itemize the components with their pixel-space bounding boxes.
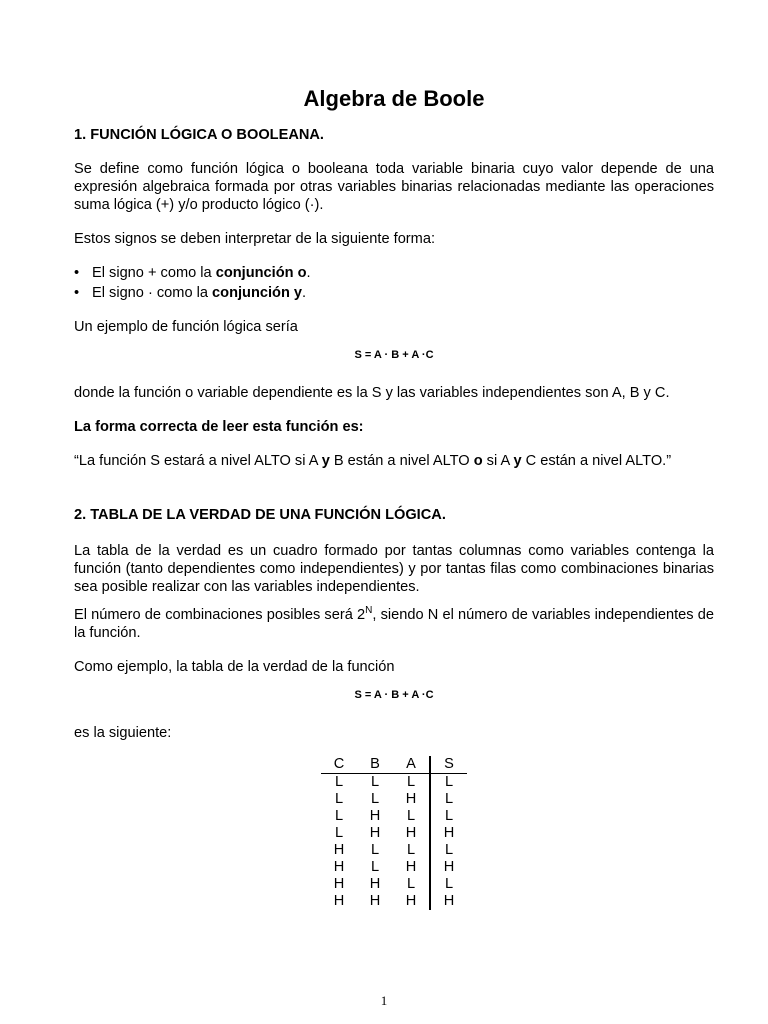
combinations-text-end: , siendo N el número de variables independientes de la función. — [74, 607, 714, 641]
combinations-text — [74, 606, 714, 642]
output-cell: H — [430, 859, 467, 876]
document-title: Algebra de Boole — [303, 86, 485, 111]
cell: L — [334, 791, 344, 807]
list-item — [74, 264, 714, 282]
dependent-variables-text: donde la función o variable dependiente es la S y las variables independientes son A, B y C. — [74, 385, 670, 401]
bullet-marker: • — [74, 265, 80, 281]
read-heading: La forma correcta de leer esta función es: — [74, 419, 364, 435]
cell: H — [369, 876, 381, 892]
cell: H — [369, 893, 381, 909]
cell: H — [369, 825, 381, 841]
cell: H — [405, 825, 417, 841]
bullet-text: El signo · como la — [92, 285, 213, 301]
cell: L — [334, 774, 344, 790]
table-row — [321, 791, 467, 808]
quote-text: C están a nivel ALTO.” — [521, 453, 672, 469]
signs-list — [74, 264, 714, 302]
cell: L — [406, 842, 416, 858]
cell: L — [406, 808, 416, 824]
cell: H — [333, 859, 345, 875]
output-cell: L — [430, 774, 467, 792]
cell: L — [370, 791, 380, 807]
bullet-bold-term: conjunción y — [212, 285, 303, 301]
formula-1: S = A · B + A ·C — [354, 349, 434, 361]
quote-text: “La función S estará a nivel ALTO si A — [74, 453, 322, 469]
bullet-text: El signo + como la — [92, 265, 216, 281]
header-s: S — [430, 756, 467, 774]
section-2-definition: La tabla de la verdad es un cuadro formado por tantas columnas como variables contenga la función (tanto dependientes como independientes) y por tantas filas como combinaciones binarias sea posible realizar con las variables independientes. — [74, 543, 714, 595]
document-body — [74, 86, 714, 910]
formula-2: S = A · B + A ·C — [354, 689, 434, 701]
table-row — [321, 825, 467, 842]
output-cell: L — [430, 791, 467, 808]
truth-table — [321, 756, 467, 910]
table-header-row — [321, 756, 467, 774]
output-cell: H — [430, 825, 467, 842]
table-row — [321, 893, 467, 910]
list-item — [74, 284, 714, 302]
cell: H — [405, 859, 417, 875]
quote-text: si A — [482, 453, 514, 469]
cell: L — [334, 808, 344, 824]
table-row — [321, 842, 467, 859]
output-cell: H — [430, 893, 467, 910]
quote-bold: y — [513, 453, 522, 469]
section-2-heading: 2. TABLA DE LA VERDAD DE UNA FUNCIÓN LÓGICA. — [74, 507, 446, 523]
section-1-definition: Se define como función lógica o booleana toda variable binaria cuyo valor depende de una expresión algebraica formada por otras variables binarias relacionadas mediante las operaciones suma lógica (+) y/o producto lógico (·). — [74, 161, 714, 213]
cell: L — [406, 876, 416, 892]
cell: H — [405, 893, 417, 909]
bullet-end: . — [302, 285, 307, 301]
quote-bold: o — [473, 453, 483, 469]
cell: H — [333, 876, 345, 892]
following-text: es la siguiente: — [74, 725, 172, 741]
output-cell: L — [430, 842, 467, 859]
cell: H — [333, 893, 345, 909]
cell: L — [370, 842, 380, 858]
table-row — [321, 876, 467, 893]
cell: H — [405, 791, 417, 807]
section-1-heading: 1. FUNCIÓN LÓGICA O BOOLEANA. — [74, 127, 324, 143]
cell: L — [334, 825, 344, 841]
output-cell: L — [430, 876, 467, 893]
cell: H — [333, 842, 345, 858]
table-row — [321, 859, 467, 876]
cell: H — [369, 808, 381, 824]
function-reading-quote — [74, 452, 674, 470]
header-a: A — [393, 756, 430, 774]
quote-text: B están a nivel ALTO — [329, 453, 474, 469]
output-cell: L — [430, 808, 467, 825]
cell: L — [370, 859, 380, 875]
cell: L — [370, 774, 380, 790]
header-b: B — [357, 756, 393, 774]
example-intro: Un ejemplo de función lógica sería — [74, 319, 298, 335]
table-row — [321, 774, 467, 792]
exponent-n: N — [365, 605, 373, 616]
table-example-intro: Como ejemplo, la tabla de la verdad de la función — [74, 659, 395, 675]
bullet-bold-term: conjunción o — [215, 265, 307, 281]
signs-intro: Estos signos se deben interpretar de la siguiente forma: — [74, 231, 435, 247]
quote-bold: y — [321, 453, 330, 469]
header-c: C — [321, 756, 357, 774]
bullet-marker: • — [74, 285, 80, 301]
page-number: 1 — [380, 993, 388, 1008]
bullet-end: . — [306, 265, 311, 281]
table-row — [321, 808, 467, 825]
combinations-text-start: El número de combinaciones posibles será 2 — [74, 607, 366, 623]
cell: L — [406, 774, 416, 790]
